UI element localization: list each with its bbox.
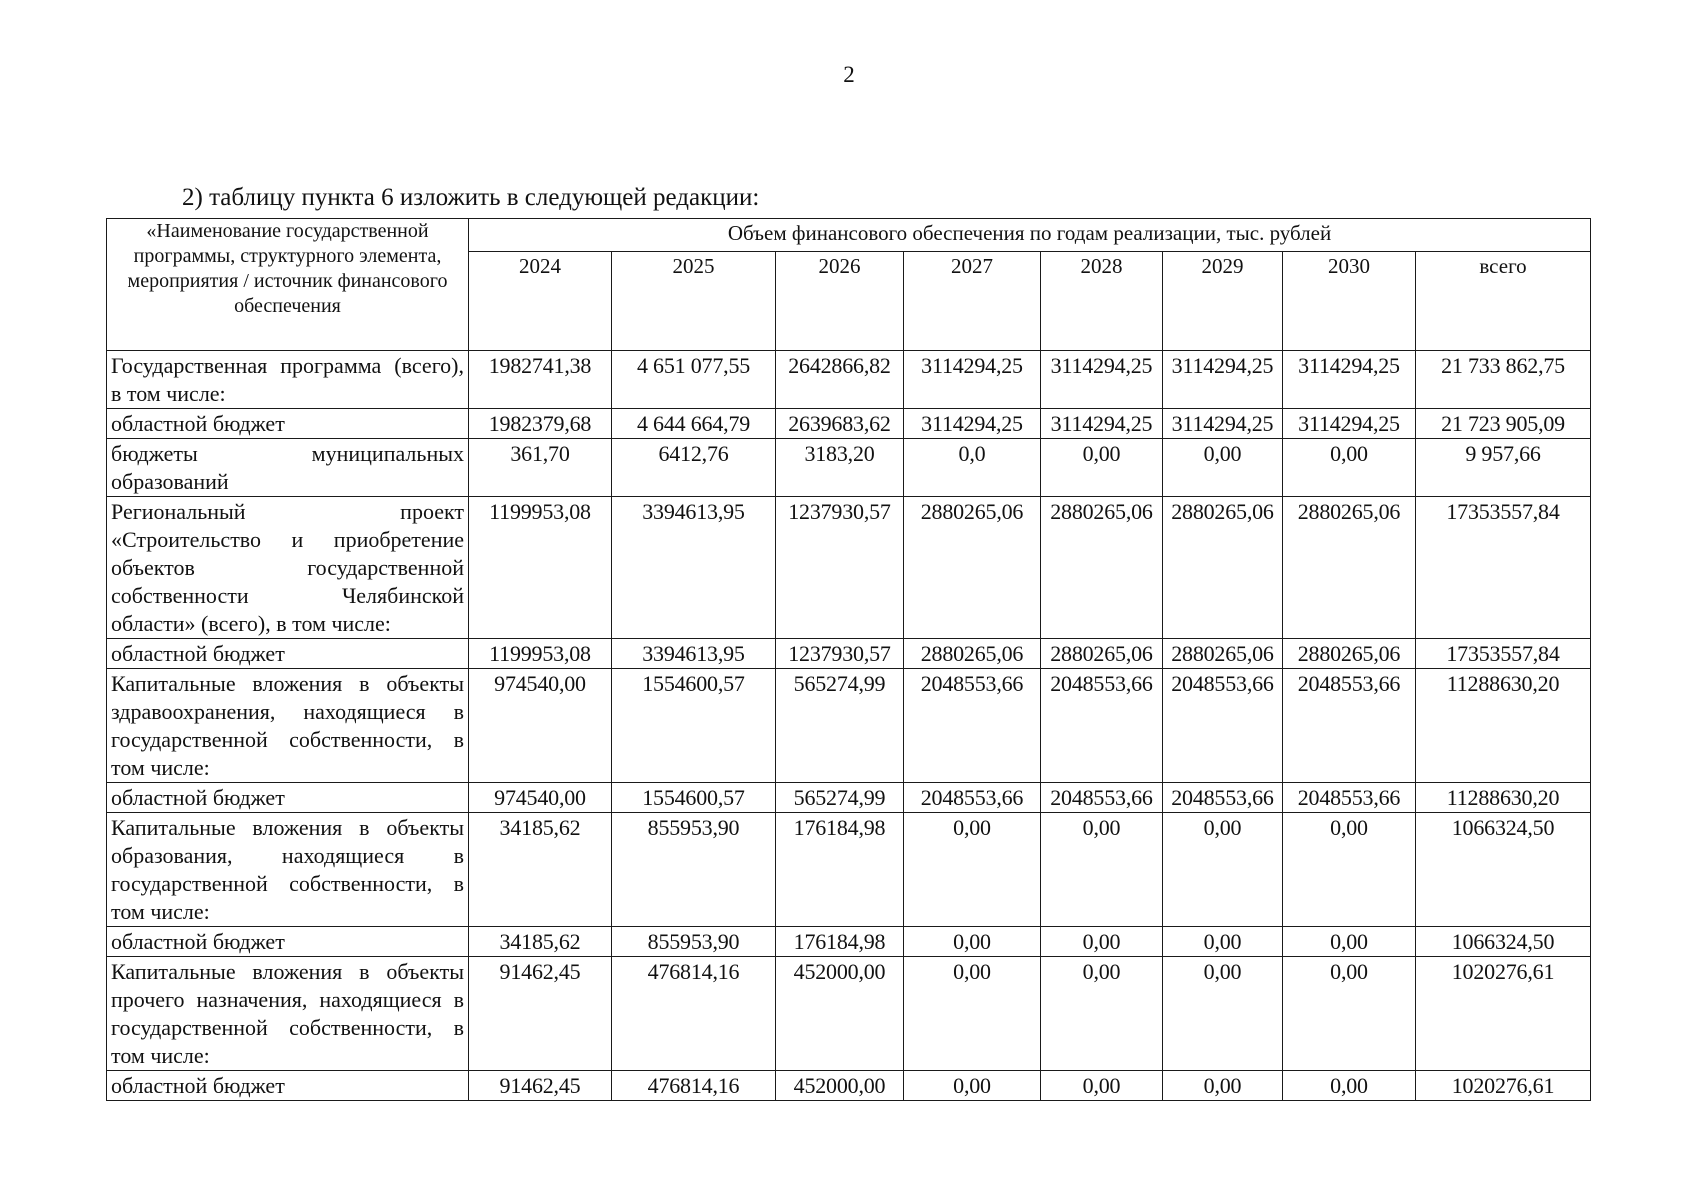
row-year-value: 0,00 [1163, 927, 1283, 957]
row-year-value: 176184,98 [776, 813, 904, 927]
row-total-value: 17353557,84 [1416, 639, 1591, 669]
row-year-value: 0,00 [904, 957, 1041, 1071]
table-row [107, 669, 1591, 783]
row-year-value: 0,00 [1163, 439, 1283, 497]
row-year-value: 2880265,06 [904, 639, 1041, 669]
row-year-value: 855953,90 [612, 927, 776, 957]
row-year-value: 1237930,57 [776, 497, 904, 639]
row-total-value: 1020276,61 [1416, 1071, 1591, 1101]
row-total-value: 1066324,50 [1416, 927, 1591, 957]
row-name: Региональный проект «Строительство и приобретение объектов государственной собственности Челябинской области» (всего), в том числе: [107, 497, 469, 639]
row-year-value: 34185,62 [469, 927, 612, 957]
row-year-value: 2048553,66 [1041, 669, 1163, 783]
row-year-value: 2048553,66 [904, 669, 1041, 783]
row-year-value: 2048553,66 [1283, 669, 1416, 783]
row-year-value: 452000,00 [776, 1071, 904, 1101]
row-year-value: 361,70 [469, 439, 612, 497]
row-year-value: 0,00 [1041, 813, 1163, 927]
year-header: 2025 [612, 252, 776, 351]
row-name: областной бюджет [107, 927, 469, 957]
row-year-value: 0,00 [1283, 927, 1416, 957]
row-year-value: 0,00 [904, 1071, 1041, 1101]
row-year-value: 0,00 [1041, 439, 1163, 497]
row-year-value: 1237930,57 [776, 639, 904, 669]
table-row [107, 927, 1591, 957]
row-year-value: 0,00 [904, 813, 1041, 927]
row-total-value: 11288630,20 [1416, 669, 1591, 783]
row-year-value: 3183,20 [776, 439, 904, 497]
row-total-value: 21 733 862,75 [1416, 351, 1591, 409]
row-year-value: 0,00 [1041, 1071, 1163, 1101]
row-total-value: 21 723 905,09 [1416, 409, 1591, 439]
row-name: областной бюджет [107, 1071, 469, 1101]
row-name: областной бюджет [107, 409, 469, 439]
row-year-value: 4 651 077,55 [612, 351, 776, 409]
row-total-value: 9 957,66 [1416, 439, 1591, 497]
row-total-value: 17353557,84 [1416, 497, 1591, 639]
row-year-value: 2880265,06 [1041, 639, 1163, 669]
table-row [107, 497, 1591, 639]
row-year-value: 2880265,06 [1041, 497, 1163, 639]
row-year-value: 0,0 [904, 439, 1041, 497]
year-header: 2028 [1041, 252, 1163, 351]
row-year-value: 91462,45 [469, 957, 612, 1071]
page-number: 2 [843, 62, 855, 87]
table-row [107, 409, 1591, 439]
row-name: Капитальные вложения в объекты прочего назначения, находящиеся в государственной собственности, в том числе: [107, 957, 469, 1071]
row-year-value: 2639683,62 [776, 409, 904, 439]
row-year-value: 2048553,66 [1163, 669, 1283, 783]
row-year-value: 0,00 [1041, 927, 1163, 957]
name-column-header: «Наименование государственной программы, структурного элемента, мероприятия / источник финансового обеспечения [107, 219, 469, 351]
row-year-value: 3114294,25 [904, 351, 1041, 409]
table-row [107, 957, 1591, 1071]
row-name: Капитальные вложения в объекты образования, находящиеся в государственной собственности, в том числе: [107, 813, 469, 927]
row-name: областной бюджет [107, 639, 469, 669]
row-year-value: 0,00 [1283, 1071, 1416, 1101]
row-year-value: 0,00 [904, 927, 1041, 957]
year-header: 2026 [776, 252, 904, 351]
funding-group-header: Объем финансового обеспечения по годам реализации, тыс. рублей [469, 219, 1591, 252]
row-year-value: 3114294,25 [1041, 409, 1163, 439]
year-header: 2029 [1163, 252, 1283, 351]
row-year-value: 0,00 [1283, 813, 1416, 927]
row-year-value: 855953,90 [612, 813, 776, 927]
financing-table [106, 218, 1591, 1101]
row-year-value: 0,00 [1283, 439, 1416, 497]
row-year-value: 2048553,66 [904, 783, 1041, 813]
row-year-value: 2048553,66 [1041, 783, 1163, 813]
row-year-value: 3394613,95 [612, 639, 776, 669]
row-year-value: 476814,16 [612, 957, 776, 1071]
row-year-value: 176184,98 [776, 927, 904, 957]
row-year-value: 0,00 [1163, 813, 1283, 927]
row-year-value: 2048553,66 [1163, 783, 1283, 813]
row-year-value: 2880265,06 [1163, 639, 1283, 669]
row-year-value: 452000,00 [776, 957, 904, 1071]
row-year-value: 565274,99 [776, 669, 904, 783]
year-header: 2024 [469, 252, 612, 351]
row-name: бюджеты муниципальных образований [107, 439, 469, 497]
total-header: всего [1416, 252, 1591, 351]
row-year-value: 1199953,08 [469, 497, 612, 639]
row-year-value: 34185,62 [469, 813, 612, 927]
row-year-value: 2048553,66 [1283, 783, 1416, 813]
row-year-value: 0,00 [1041, 957, 1163, 1071]
row-year-value: 0,00 [1163, 1071, 1283, 1101]
row-year-value: 1199953,08 [469, 639, 612, 669]
row-year-value: 974540,00 [469, 669, 612, 783]
year-header: 2030 [1283, 252, 1416, 351]
table-row [107, 783, 1591, 813]
row-year-value: 2642866,82 [776, 351, 904, 409]
table-row [107, 439, 1591, 497]
row-total-value: 11288630,20 [1416, 783, 1591, 813]
row-year-value: 91462,45 [469, 1071, 612, 1101]
row-year-value: 4 644 664,79 [612, 409, 776, 439]
table-row [107, 813, 1591, 927]
row-year-value: 2880265,06 [1163, 497, 1283, 639]
row-year-value: 3394613,95 [612, 497, 776, 639]
row-name: Государственная программа (всего), в том числе: [107, 351, 469, 409]
row-year-value: 3114294,25 [1041, 351, 1163, 409]
row-year-value: 1982379,68 [469, 409, 612, 439]
row-total-value: 1066324,50 [1416, 813, 1591, 927]
row-year-value: 3114294,25 [1283, 409, 1416, 439]
row-year-value: 565274,99 [776, 783, 904, 813]
row-year-value: 0,00 [1163, 957, 1283, 1071]
table-row [107, 639, 1591, 669]
row-year-value: 2880265,06 [1283, 639, 1416, 669]
row-year-value: 3114294,25 [1163, 409, 1283, 439]
table-body [107, 351, 1591, 1101]
row-year-value: 1982741,38 [469, 351, 612, 409]
row-name: Капитальные вложения в объекты здравоохранения, находящиеся в государственной собственности, в том числе: [107, 669, 469, 783]
row-year-value: 2880265,06 [1283, 497, 1416, 639]
row-year-value: 974540,00 [469, 783, 612, 813]
row-year-value: 1554600,57 [612, 669, 776, 783]
row-year-value: 476814,16 [612, 1071, 776, 1101]
row-year-value: 2880265,06 [904, 497, 1041, 639]
row-year-value: 3114294,25 [1163, 351, 1283, 409]
table-row [107, 1071, 1591, 1101]
row-year-value: 1554600,57 [612, 783, 776, 813]
table-row [107, 351, 1591, 409]
row-year-value: 3114294,25 [904, 409, 1041, 439]
row-year-value: 3114294,25 [1283, 351, 1416, 409]
row-year-value: 6412,76 [612, 439, 776, 497]
row-total-value: 1020276,61 [1416, 957, 1591, 1071]
row-year-value: 0,00 [1283, 957, 1416, 1071]
year-header: 2027 [904, 252, 1041, 351]
row-name: областной бюджет [107, 783, 469, 813]
intro-text: 2) таблицу пункта 6 изложить в следующей редакции: [182, 184, 760, 211]
